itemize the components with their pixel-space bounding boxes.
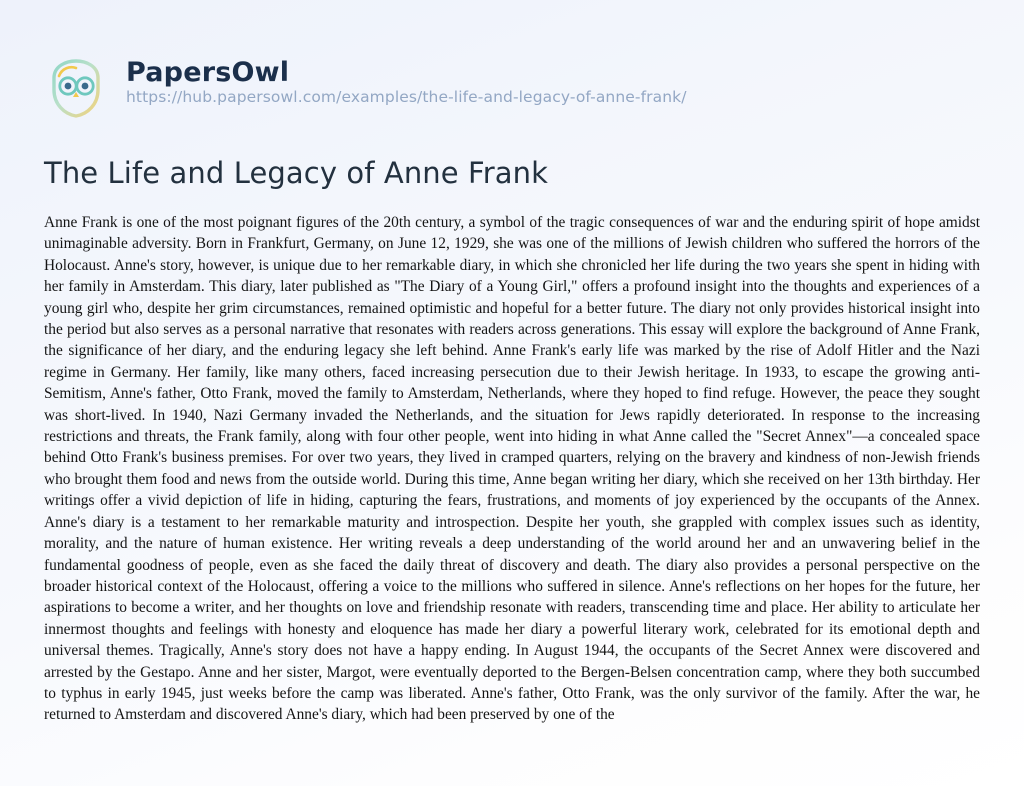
- brand-block: [126, 52, 687, 107]
- brand-name: PapersOwl: [126, 57, 290, 88]
- page-title: The Life and Legacy of Anne Frank: [44, 156, 548, 190]
- site-header: [0, 0, 1024, 120]
- document-body-text: Anne Frank is one of the most poignant figures of the 20th century, a symbol of the tragic consequences of war and the enduring spirit of hope amidst unimaginable adversity. Born in Frankfurt, Germany, on June 12, 1929, she was one of the millions of Jewish children who suffered the horrors of the Holocaust. Anne's story, however, is unique due to her remarkable diary, in which she chronicled her life during the two years she spent in hiding with her family in Amsterdam. This diary, later published as "The Diary of a Young Girl," offers a profound insight into the thoughts and experiences of a young girl who, despite her grim circumstances, remained optimistic and hopeful for a better future. The diary not only provides historical insight into the period but also serves as a personal narrative that resonates with readers across generations. This essay will explore the background of Anne Frank, the significance of her diary, and the enduring legacy she left behind. Anne Frank's early life was marked by the rise of Adolf Hitler and the Nazi regime in Germany. Her family, like many others, faced increasing persecution due to their Jewish heritage. In 1933, to escape the growing anti-Semitism, Anne's father, Otto Frank, moved the family to Amsterdam, Netherlands, where they hoped to find refuge. However, the peace they sought was short-lived. In 1940, Nazi Germany invaded the Netherlands, and the situation for Jews rapidly deteriorated. In response to the increasing restrictions and threats, the Frank family, along with four other people, went into hiding in what Anne called the "Secret Annex"—a concealed space behind Otto Frank's business premises. For over two years, they lived in cramped quarters, relying on the bravery and kindness of non-Jewish friends who brought them food and news from the outside world. During this time, Anne began writing her diary, which she received on her 13th birthday. Her writings offer a vivid depiction of life in hiding, capturing the fears, frustrations, and moments of joy experienced by the occupants of the Annex. Anne's diary is a testament to her remarkable maturity and introspection. Despite her youth, she grappled with complex issues such as identity, morality, and the nature of human existence. Her writing reveals a deep understanding of the world around her and an unwavering belief in the fundamental goodness of people, even as she faced the daily threat of discovery and death. The diary also provides a personal perspective on the broader historical context of the Holocaust, offering a voice to the millions who suffered in silence. Anne's reflections on her hopes for the future, her aspirations to become a writer, and her thoughts on love and friendship resonate with readers, transcending time and place. Her ability to articulate her innermost thoughts and feelings with honesty and eloquence has made her diary a powerful literary work, celebrated for its emotional depth and universal themes. Tragically, Anne's story does not have a happy ending. In August 1944, the occupants of the Secret Annex were discovered and arrested by the Gestapo. Anne and her sister, Margot, were eventually deported to the Bergen-Belsen concentration camp, where they both succumbed to typhus in early 1945, just weeks before the camp was liberated. Anne's father, Otto Frank, was the only survivor of the family. After the war, he returned to Amsterdam and discovered Anne's diary, which had been preserved by one of the: [44, 214, 980, 724]
- source-url-link[interactable]: https://hub.papersowl.com/examples/the-life-and-legacy-of-anne-frank/: [126, 87, 687, 106]
- owl-logo-icon: [44, 56, 108, 120]
- document-content: [0, 120, 1024, 726]
